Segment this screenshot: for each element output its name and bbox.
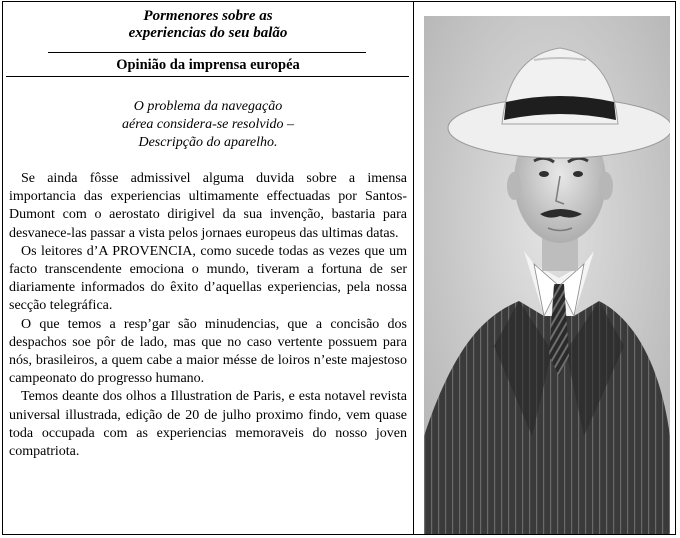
article-body <box>9 170 407 461</box>
headline-line-1: Pormenores sobre as <box>143 8 273 24</box>
subtitle-line-3: Descripção do aparelho. <box>138 135 278 150</box>
subtitle <box>3 98 413 152</box>
section-rule <box>6 76 409 77</box>
paragraph-2: Os leitores d’A PROVENCIA, como sucede todas as vezes que um facto transcendente emociona o mundo, tiveram a fortuna de ser diariamente informados do êxito d’aquellas experiencias, pela nossa secção telegráfica. <box>9 243 407 314</box>
text-column <box>3 2 413 534</box>
paragraph-4: Temos deante dos olhos a Illustration de Paris, e esta notavel revista universal illustrada, edição de 20 de julho proximo findo, vem quase toda occupada com as experiencias memoraveis do nosso joven compatriota. <box>9 389 407 460</box>
headline-rule <box>48 52 366 53</box>
article-frame <box>2 1 676 535</box>
subtitle-line-2: aérea considera-se resolvido – <box>122 117 294 132</box>
paragraph-3: O que temos a resp’gar são minudencias, que a concisão dos despachos soe pôr de lado, mas que no caso vertente possuem para nós, brasileiros, a quem cabe a maior mésse de loiros n’este majestoso campeonato do progresso humano. <box>9 316 407 387</box>
section-title: Opinião da imprensa européa <box>116 57 300 73</box>
column-divider <box>413 2 414 534</box>
paragraph-1: Se ainda fôsse admissivel alguma duvida sobre a imensa importancia das experiencias ultimamente effectuadas por Santos-Dumont com o aerostato dirigivel da sua invenção, bastaria para desvanece-las passar a vista pelos jornaes europeus das ultimas datas. <box>9 171 407 241</box>
portrait-illustration <box>424 16 670 534</box>
portrait-photo <box>424 16 670 534</box>
headline-line-2: experiencias do seu balão <box>128 25 288 41</box>
subtitle-line-1: O problema da navegação <box>133 99 283 114</box>
